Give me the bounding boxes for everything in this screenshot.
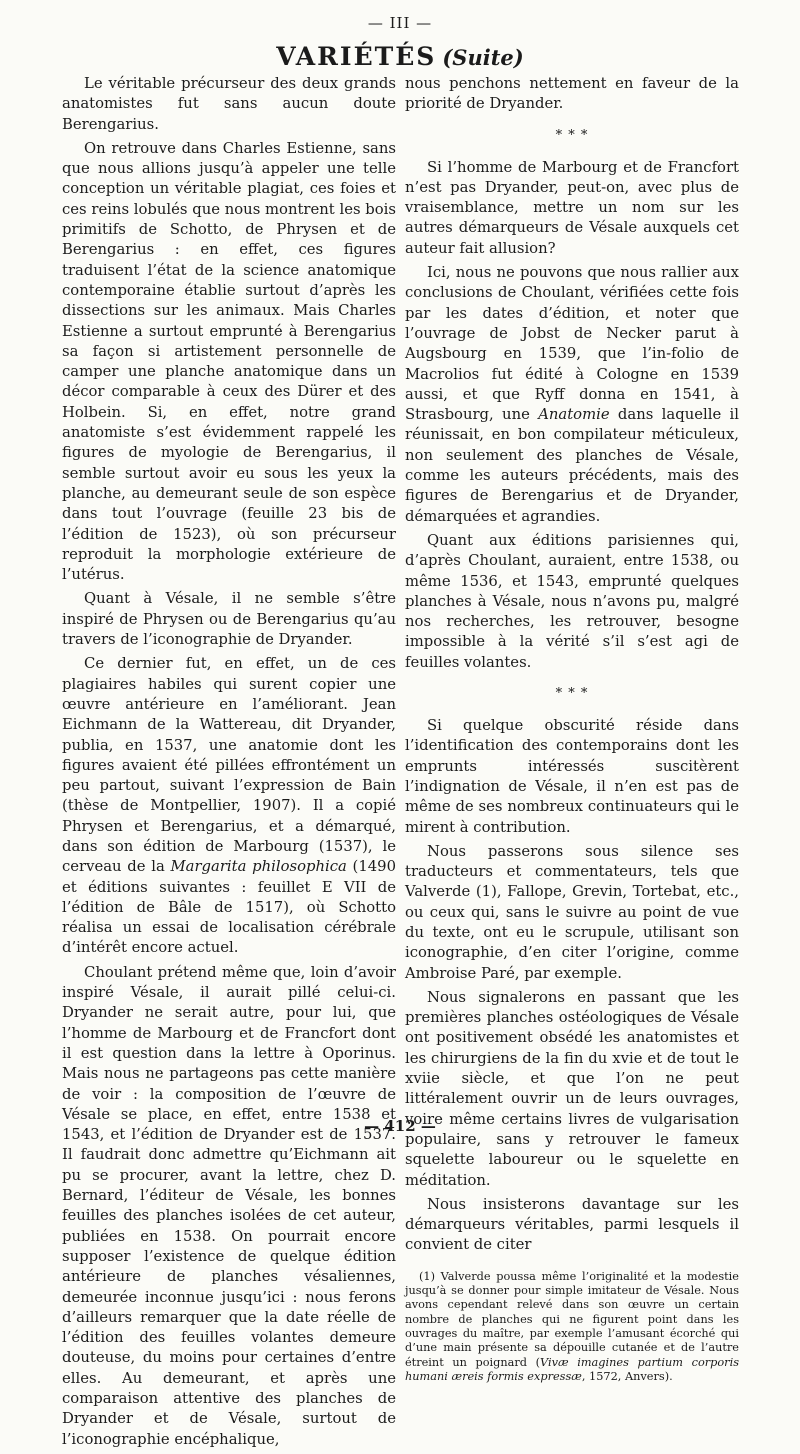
paragraph: Quant à Vésale, il ne semble s’être inspiré de Phrysen ou de Berengarius qu’au travers de l’iconographie de Dryander. (62, 590, 396, 649)
paragraph: Si l’homme de Marbourg et de Francfort n’est pas Dryander, peut-on, avec plus de vraisemblance, mettre un nom sur les autres démarqueurs de Vésale auxquels cet auteur fait allusion? (405, 158, 739, 257)
paragraph: Le véritable précurseur des deux grands anatomistes fut sans aucun doute Berengarius. (62, 75, 396, 133)
text-run: dans laquelle il réunissait, en bon compilateur méticuleux, non seulement des planches de Vésale, comme les auteurs précédents, mais des figures de Berengarius et de Dryander, démarquées et agrandies. (405, 406, 739, 525)
paragraph: Quant aux éditions parisiennes qui, d’après Choulant, auraient, entre 1538, ou même 1536, et 1543, emprunté quelques planches à Vésale, nous n’avons pu, malgré nos recherches, les retrouver, besogne impossible à la vérité s’il s’est agi de feuilles volantes. (405, 531, 739, 671)
paragraph: Choulant prétend même que, loin d’avoir inspiré Vésale, il aurait pillé celui-ci. Dryander ne serait autre, pour lui, que l’homme de Marbourg et de Francfort dont il est question dans la lettre à Oporinus. Mais nous ne partageons pas cette manière de voir : la composition de l’œuvre de Vésale se place, en effet, entre 1538 et 1543, et l’édition de Dryander est de 1537. Il faudrait donc admettre qu’Eichmann ait pu se procurer, avant la lettre, chez D. Bernard, l’éditeur de Vésale, les bonnes feuilles des planches isolées de cet auteur, publiées en 1538. On pourrait encore supposer l’existence de quelque édition antérieure de planches vésaliennes, demeurée inconnue jusqu’ici : nous ferons d’ailleurs remarquer que la date réelle de l’édition des feuilles volantes demeure douteuse, du moins pour certaines d’entre elles. Au demeurant, et après une comparaison attentive des planches de Dryander et de Vésale, surtout de l’iconographie encéphalique, (62, 963, 396, 1448)
text-run: Ce dernier fut, en effet, un de ces plagiaires habiles qui surent copier une œuvre antérieure en l’améliorant. Jean Eichmann de la Wattereau, dit Dryander, publia, en 1537, une anatomie dont les figures avaient été pillées effrontément un peu partout, suivant l’expression de Bain (thèse de Montpellier, 1907). Il a copié Phrysen et Berengarius, et a démarqué, dans son édition de Marbourg (1537), le cerveau de la (62, 655, 396, 876)
footnote (405, 1270, 739, 1384)
paragraph (62, 654, 396, 958)
italic-title: Margarita philosophica (170, 858, 347, 876)
asterism-separator: * * * (555, 127, 589, 143)
asterism-separator: * * * (555, 686, 589, 702)
paragraph: Nous passerons sous silence ses traducteurs et commentateurs, tels que Valverde (1), Fallope, Grevin, Tortebat, etc., ou ceux qui, sans le suivre au point de vue du texte, ont eu le scrupule, utilisant son iconographie, d’en citer l’origine, comme Ambroise Paré, par exemple. (405, 842, 739, 982)
paragraph (405, 263, 739, 527)
text-run: (1) Valverde poussa même l’originalité et la modestie jusqu’à se donner pour simple imitateur de Vésale. Nous avons cependant relevé dans son œuvre un certain nombre de planches qui ne figurent point dans les ouvrages du maître, par exemple l’amusant écorché qui d’une main présente sa dépouille cutanée et de l’autre étreint un poignard ( (405, 1269, 739, 1369)
paragraph: Nous insisterons davantage sur les démarqueurs véritables, parmi lesquels il convient de citer (405, 1195, 739, 1254)
page-title (0, 42, 800, 71)
paragraph: Si quelque obscurité réside dans l’identification des contemporains dont les emprunts intéressés suscitèrent l’indignation de Vésale, il n’en est pas de même de ses nombreux continuateurs qui le mirent à contribution. (405, 717, 739, 836)
left-column (62, 74, 396, 1454)
paragraph: On retrouve dans Charles Estienne, sans que nous allions jusqu’à appeler une telle conception un véritable plagiat, ces foies et ces reins lobulés que nous montrent les bois primitifs de Schotto, de Phrysen et de Berengarius : en effet, ces figures traduisent l’état de la science anatomique contemporaine établie surtout d’après les dissections sur les animaux. Mais Charles Estienne a surtout emprunté à Berengarius sa façon si artistement personnelle de camper une planche anatomique dans un décor comparable à ceux des Dürer et des Holbein. Si, en effet, notre grand anatomiste s’est évidemment rappelé les figures de myologie de Berengarius, il semble surtout avoir eu sous les yeux la planche, au demeurant seule de son espèce dans tout l’ouvrage (feuille 23 bis de l’édition de 1523), où son précurseur reproduit la morphologie extérieure de l’utérus. (62, 139, 396, 584)
running-page-number: — III — (367, 14, 433, 32)
text-run: , 1572, Anvers). (581, 1369, 673, 1383)
text-run: (1490 et éditions suivantes : feuillet E VII de l’édition de Bâle de 1517), où Schotto réalisa un essai de localisation cérébrale d’intérêt encore actuel. (62, 858, 396, 957)
italic-title: Anatomie (538, 406, 610, 424)
paragraph: Nous signalerons en passant que les premières planches ostéologiques de Vésale ont positivement obsédé les anatomistes et les chirurgiens de la fin du xvie et de tout le xviie siècle, et que l’on ne peut littéralement ouvrir un de leurs ouvrages, voire même certains livres de vulgarisation populaire, sans y retrouver le fameux squelette laboureur ou le squelette en méditation. (405, 988, 739, 1189)
section-title: VARIÉTÉS (276, 42, 437, 71)
page-number: — 412 — (364, 1117, 436, 1135)
text-run: Ici, nous ne pouvons que nous rallier aux conclusions de Choulant, vérifiées cette fois par les dates d’édition, et noter que l’ouvrage de Jobst de Necker parut à Augsbourg en 1539, que l’in-folio de Macrolios fut édité à Cologne en 1539 aussi, et que Ryff donna en 1541, à Strasbourg, une (405, 264, 739, 424)
section-title-suffix: (Suite) (442, 45, 524, 70)
right-column (405, 74, 739, 1384)
italic-title: Vivæ imagines partium corporis humani æreis formis expressæ (405, 1355, 739, 1383)
paragraph: nous penchons nettement en faveur de la priorité de Dryander. (405, 75, 739, 113)
